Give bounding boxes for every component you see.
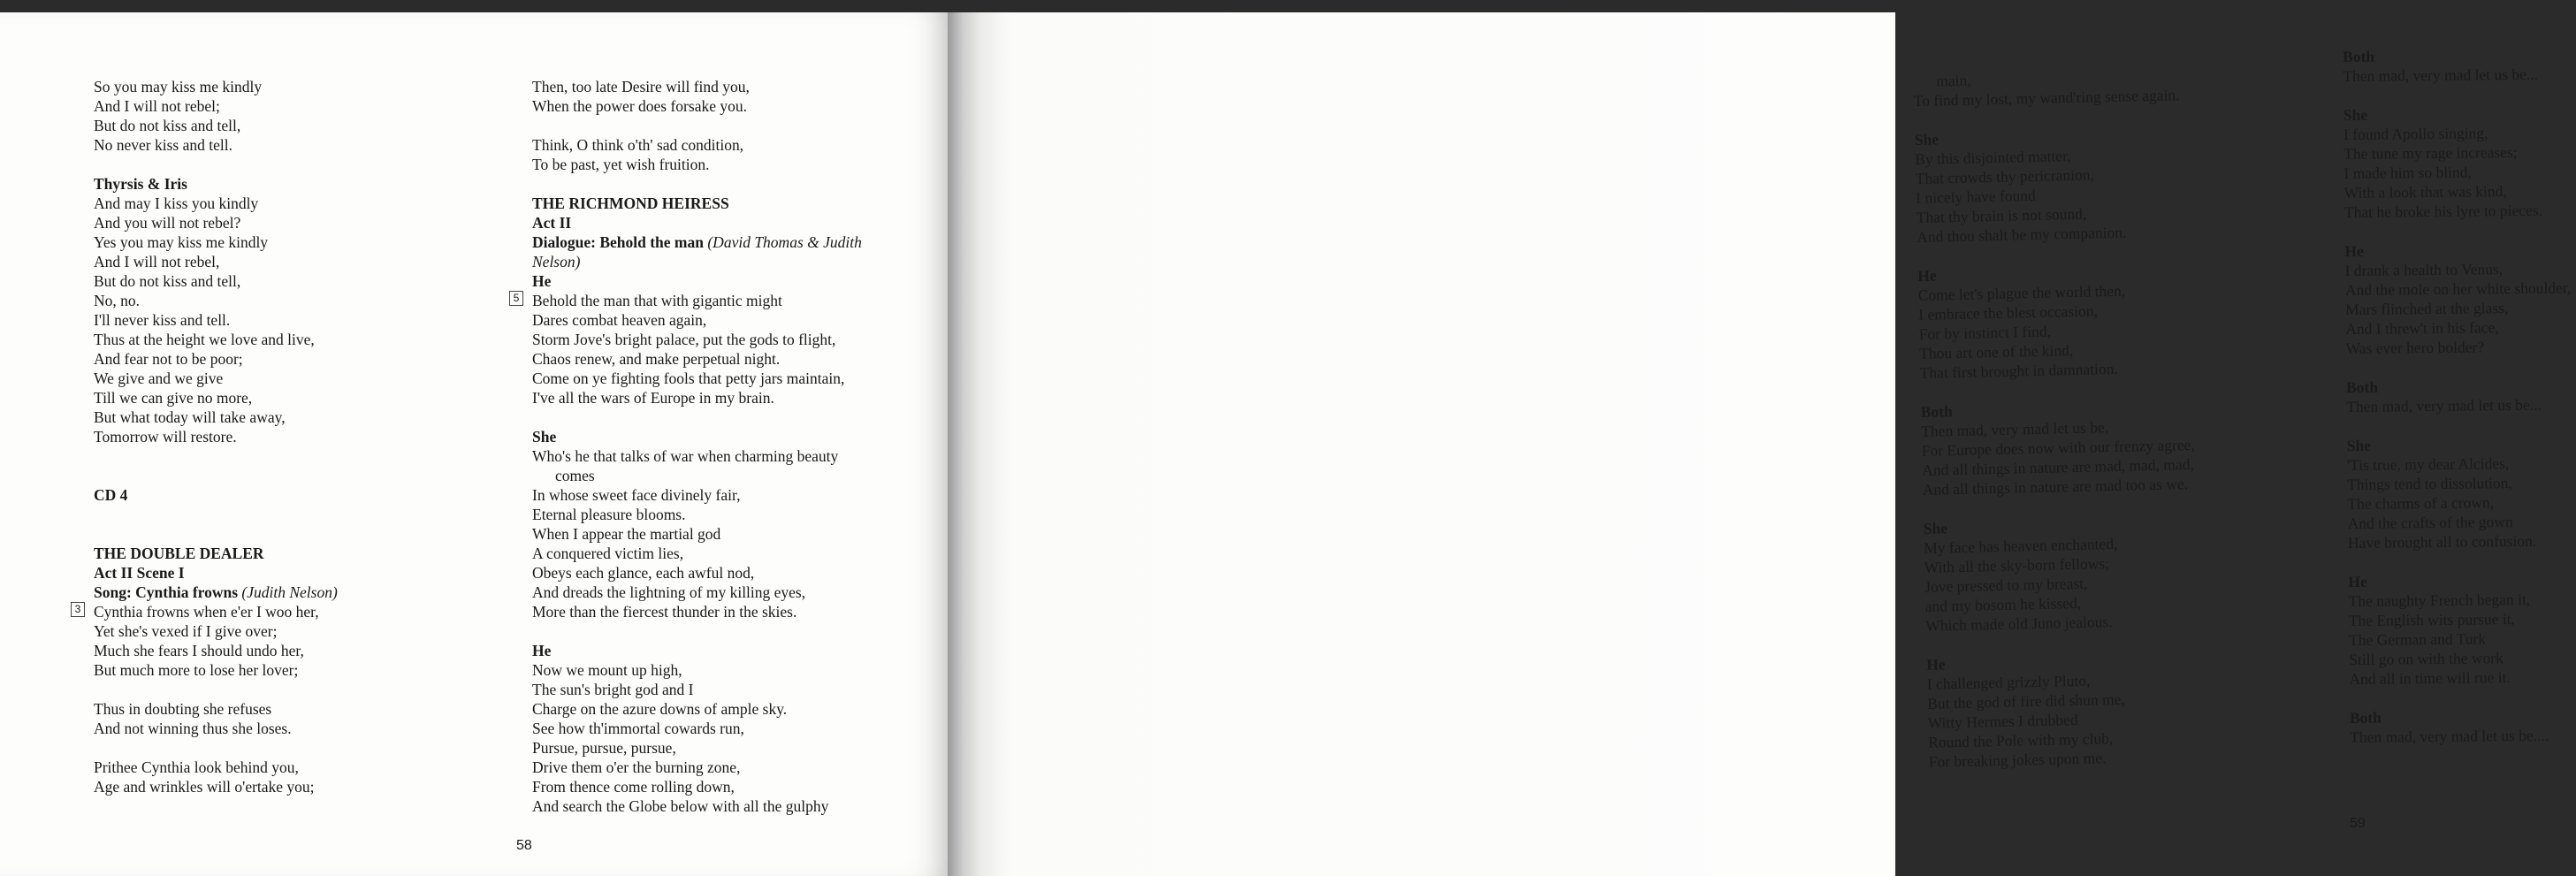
verse-line bbox=[532, 485, 862, 505]
verse-line bbox=[532, 505, 862, 524]
heading-line bbox=[94, 583, 338, 602]
verse-line bbox=[94, 699, 338, 719]
line-text: Was ever hero bolder? bbox=[2345, 338, 2485, 357]
verse-line bbox=[532, 699, 862, 719]
line-text: Then mad, very mad let us be... bbox=[2346, 395, 2542, 415]
line-text: Then, too late Desire will find you, bbox=[532, 78, 750, 95]
verse-line bbox=[94, 232, 338, 252]
line-text: She bbox=[2346, 436, 2372, 454]
blank-line bbox=[2346, 355, 2572, 377]
verse-line bbox=[513, 291, 862, 310]
verse-line bbox=[94, 349, 338, 369]
heading-line bbox=[2343, 44, 2569, 66]
verse-line bbox=[532, 544, 862, 563]
line-text: The tune my rage increases; bbox=[2344, 142, 2518, 163]
line-text: Obeys each glance, each awful nod, bbox=[532, 564, 755, 582]
heading-line bbox=[532, 232, 862, 252]
line-text: For Europe does now with our frenzy agree, bbox=[1921, 435, 2195, 460]
line-text: Yes you may kiss me kindly bbox=[94, 233, 269, 251]
verse-line bbox=[94, 310, 338, 330]
line-text: I'll never kiss and tell. bbox=[94, 311, 231, 329]
line-text: Thus in doubting she refuses bbox=[94, 700, 272, 718]
line-text: Have brought all to confusion. bbox=[2347, 531, 2537, 552]
blank-line bbox=[2343, 83, 2569, 105]
line-text: And may I kiss you kindly bbox=[94, 194, 259, 212]
line-text: And not winning thus she loses. bbox=[94, 720, 292, 737]
line-text: To be past, yet wish fruition. bbox=[532, 156, 710, 173]
line-text: By this disjointed matter, bbox=[1915, 146, 2071, 168]
verse-line bbox=[532, 680, 862, 699]
verse-line bbox=[2349, 667, 2575, 689]
line-text: Dares combat heaven again, bbox=[532, 311, 707, 329]
line-text: THE RICHMOND HEIRESS bbox=[532, 194, 729, 212]
verse-line bbox=[2348, 511, 2574, 533]
line-text: Things tend to dissolution, bbox=[2347, 474, 2512, 493]
line-text: For by instinct I find, bbox=[1918, 322, 2052, 343]
verse-line bbox=[94, 641, 338, 660]
line-text: She bbox=[2343, 105, 2368, 124]
line-text: With all the sky-born fellows; bbox=[1924, 554, 2110, 576]
line-text: Both bbox=[2349, 708, 2382, 727]
verse-line bbox=[2350, 725, 2576, 747]
verse-line bbox=[94, 408, 338, 427]
line-text: Which made old Juno jealous. bbox=[1924, 613, 2113, 635]
verse-line bbox=[94, 388, 338, 408]
verse-line bbox=[94, 96, 338, 116]
line-text: Jove pressed to my breast, bbox=[1924, 574, 2088, 596]
line-text: comes bbox=[555, 467, 595, 484]
verse-line bbox=[532, 310, 862, 330]
verse-line bbox=[94, 271, 338, 291]
line-text: Both bbox=[1920, 402, 1953, 421]
performer-credit: (Judith Nelson) bbox=[238, 583, 338, 601]
blank-line bbox=[94, 680, 338, 699]
blank-line bbox=[2344, 219, 2571, 241]
verse-line bbox=[94, 621, 338, 641]
line-text: But do not kiss and tell, bbox=[94, 117, 241, 134]
line-text: When I appear the martial god bbox=[532, 525, 721, 543]
heading-line bbox=[2347, 433, 2573, 455]
verse-line bbox=[532, 719, 862, 738]
verse-line bbox=[94, 135, 338, 155]
verse-line bbox=[532, 155, 862, 174]
track-number-box: 5 bbox=[509, 291, 523, 306]
line-text: Thou art one of the kind, bbox=[1919, 340, 2074, 362]
line-text: And dreads the lightning of my killing eyes, bbox=[532, 583, 806, 601]
heading-line bbox=[532, 194, 862, 213]
verse-line bbox=[2345, 336, 2572, 358]
line-text: He bbox=[2348, 572, 2367, 590]
line-text: I embrace the blest occasion, bbox=[1918, 301, 2099, 324]
line-text: More than the fiercest thunder in the skies. bbox=[532, 603, 797, 621]
heading-line bbox=[2348, 569, 2574, 591]
line-text: In whose sweet face divinely fair, bbox=[532, 486, 741, 504]
line-text: So you may kiss me kindly bbox=[94, 78, 263, 95]
performer-credit: (David Thomas & Judith bbox=[703, 233, 862, 251]
heading-line bbox=[532, 427, 862, 446]
verse-line bbox=[2348, 589, 2574, 611]
line-text: He bbox=[532, 642, 552, 659]
verse-line bbox=[94, 369, 338, 388]
line-text: Both bbox=[2345, 377, 2379, 396]
verse-line bbox=[532, 583, 862, 602]
line-text: That first brought in damnation. bbox=[1919, 359, 2118, 382]
line-text: But do not kiss and tell, bbox=[94, 272, 241, 290]
verse-line bbox=[532, 330, 862, 349]
verse-line bbox=[2345, 258, 2572, 280]
verse-line bbox=[2344, 141, 2570, 164]
line-text: I made him so blind, bbox=[2344, 163, 2472, 182]
line-text: The charms of a crown, bbox=[2347, 493, 2495, 513]
line-text: He bbox=[1917, 266, 1937, 285]
blank-line bbox=[94, 446, 338, 485]
line-text: That crowds thy pericranion, bbox=[1915, 165, 2095, 187]
blank-line bbox=[2350, 686, 2576, 708]
line-text: But what today will take away, bbox=[94, 408, 286, 426]
verse-line bbox=[94, 777, 338, 796]
line-text: And I will not rebel; bbox=[94, 97, 220, 115]
line-text: Come on ye fighting fools that petty jars maintain, bbox=[532, 369, 845, 387]
verse-line bbox=[532, 388, 862, 408]
line-text: Behold the man that with gigantic might bbox=[532, 292, 782, 309]
verse-line bbox=[532, 758, 862, 777]
verse-line bbox=[2345, 297, 2572, 319]
line-text: Act II Scene I bbox=[94, 564, 185, 582]
line-text: And all things in nature are mad, mad, mad, bbox=[1922, 454, 2195, 479]
line-text: With a look that was kind, bbox=[2344, 182, 2507, 202]
verse-line bbox=[94, 77, 338, 96]
line-text: Who's he that talks of war when charming beauty bbox=[532, 447, 839, 465]
line-text: That he broke his lyre to pieces. bbox=[2344, 201, 2543, 221]
verse-line bbox=[532, 602, 862, 621]
line-text: And thou shalt be my companion. bbox=[1917, 223, 2127, 246]
line-text: I nicely have found bbox=[1916, 186, 2037, 207]
line-text: Drive them o'er the burning zone, bbox=[532, 758, 741, 776]
line-text: And the crafts of the gown bbox=[2347, 513, 2513, 532]
line-text: Yet she's vexed if I give over; bbox=[94, 622, 278, 640]
verse-line bbox=[94, 427, 338, 446]
blank-line bbox=[532, 408, 862, 427]
verse-line bbox=[532, 524, 862, 544]
verse-line bbox=[532, 777, 862, 796]
heading-line bbox=[94, 544, 338, 563]
verse-line bbox=[532, 660, 862, 680]
verse-line bbox=[94, 660, 338, 680]
verse-line bbox=[2344, 180, 2571, 202]
line-text: A conquered victim lies, bbox=[532, 545, 684, 562]
heading-line bbox=[2346, 375, 2572, 397]
line-text: Round the Pole with my club, bbox=[1927, 729, 2114, 751]
line-text: He bbox=[532, 272, 552, 290]
heading-line bbox=[532, 213, 862, 232]
verse-line bbox=[94, 758, 338, 777]
verse-line bbox=[2347, 453, 2573, 475]
blank-line bbox=[2346, 414, 2572, 436]
heading-line bbox=[532, 641, 862, 660]
track-number-box: 3 bbox=[71, 602, 85, 617]
line-text: To find my lost, my wand'ring sense again. bbox=[1913, 86, 2180, 110]
right-page bbox=[948, 12, 2572, 876]
line-text: Then mad, very mad let us be... bbox=[2343, 65, 2539, 85]
verse-line bbox=[532, 369, 862, 388]
line-text: Storm Jove's bright palace, put the gods to flight, bbox=[532, 331, 836, 348]
left-page-column-1 bbox=[74, 77, 338, 796]
right-page-column-2 bbox=[2343, 44, 2576, 747]
line-text: Act II bbox=[532, 214, 572, 232]
verse-line bbox=[94, 194, 338, 213]
line-text: But much more to lose her lover; bbox=[94, 661, 299, 679]
line-text: And I threw't in his face, bbox=[2345, 318, 2499, 338]
line-text: Then mad, very mad let us be.... bbox=[2350, 726, 2549, 746]
verse-line bbox=[2345, 316, 2572, 339]
line-text: Age and wrinkles will o'ertake you; bbox=[94, 778, 315, 796]
line-text: THE DOUBLE DEALER bbox=[94, 545, 264, 562]
blank-line bbox=[94, 155, 338, 174]
line-text: Thus at the height we love and live, bbox=[94, 331, 315, 348]
line-text: Tomorrow will restore. bbox=[94, 428, 237, 446]
line-text: Chaos renew, and make perpetual night. bbox=[532, 350, 781, 368]
verse-line bbox=[2347, 472, 2573, 494]
line-text: From thence come rolling down, bbox=[532, 778, 735, 796]
heading-line bbox=[94, 563, 338, 583]
left-page bbox=[0, 12, 948, 876]
line-text: No, no. bbox=[94, 292, 141, 309]
line-text: CD 4 bbox=[94, 486, 128, 504]
verse-line bbox=[532, 738, 862, 758]
verse-line bbox=[94, 719, 338, 738]
page-number-right: 59 bbox=[2350, 816, 2366, 831]
line-text: Cynthia frowns when e'er I woo her, bbox=[94, 603, 319, 621]
verse-line bbox=[532, 77, 862, 96]
verse-line bbox=[2349, 647, 2575, 669]
line-text: See how th'immortal cowards run, bbox=[532, 720, 744, 737]
verse-line bbox=[2343, 64, 2569, 86]
line-text: Nelson) bbox=[532, 253, 581, 270]
line-text: I've all the wars of Europe in my brain. bbox=[532, 389, 774, 407]
line-text: And all in time will rue it. bbox=[2349, 668, 2511, 688]
heading-line bbox=[2350, 705, 2576, 727]
verse-line bbox=[532, 135, 862, 155]
line-text: No never kiss and tell. bbox=[94, 136, 232, 154]
line-text: Much she fears I should undo her, bbox=[94, 642, 304, 659]
verse-line bbox=[2344, 122, 2570, 144]
heading-line bbox=[2344, 103, 2570, 125]
heading-line bbox=[2344, 239, 2571, 261]
line-text: I drank a health to Venus, bbox=[2344, 260, 2504, 279]
blank-line bbox=[94, 738, 338, 758]
line-text: That thy brain is not sound, bbox=[1916, 204, 2087, 226]
line-text: Mars flinched at the glass, bbox=[2345, 299, 2509, 318]
verse-line bbox=[532, 96, 862, 116]
verse-line bbox=[94, 252, 338, 271]
line-text: main, bbox=[1936, 71, 1971, 90]
line-text: When the power does forsake you. bbox=[532, 97, 747, 115]
blank-line bbox=[532, 174, 862, 194]
line-text: I challenged grizzly Pluto, bbox=[1926, 671, 2091, 693]
right-page-column-1 bbox=[1913, 65, 2202, 772]
line-text: But the god of fire did shun me, bbox=[1926, 689, 2125, 712]
heading-line bbox=[94, 485, 338, 505]
verse-line bbox=[2349, 628, 2575, 650]
line-text: And you will not rebel? bbox=[94, 214, 241, 232]
line-text: And fear not to be poor; bbox=[94, 350, 243, 368]
verse-line bbox=[532, 446, 862, 466]
line-text: The German and Turk bbox=[2348, 629, 2487, 649]
left-page-column-2 bbox=[513, 77, 862, 816]
verse-line bbox=[2347, 491, 2573, 514]
verse-line bbox=[2344, 200, 2571, 222]
verse-line bbox=[532, 796, 862, 816]
line-text: Then mad, very mad let us be, bbox=[1921, 418, 2109, 440]
line-text: Think, O think o'th' sad condition, bbox=[532, 136, 744, 154]
line-text: We give and we give bbox=[94, 369, 224, 387]
verse-line bbox=[2345, 278, 2572, 300]
blank-line bbox=[2348, 550, 2574, 572]
line-text: He bbox=[2344, 241, 2364, 260]
line-text: She bbox=[532, 428, 557, 446]
line-text: He bbox=[1925, 655, 1946, 674]
heading-line bbox=[94, 174, 338, 194]
line-text: Song: Cynthia frowns bbox=[94, 583, 239, 601]
verse-line bbox=[2349, 608, 2575, 630]
verse-line bbox=[532, 466, 862, 485]
line-text: For breaking jokes upon me. bbox=[1928, 749, 2107, 771]
blank-line bbox=[94, 505, 338, 544]
line-text: She bbox=[1923, 519, 1948, 537]
line-text: Come let's plague the world then, bbox=[1917, 281, 2126, 304]
line-text: The English wits pursue it, bbox=[2348, 609, 2515, 629]
line-text: Thyrsis & Iris bbox=[94, 175, 187, 193]
line-text: The naughty French began it, bbox=[2348, 590, 2531, 610]
line-text: And I will not rebel, bbox=[94, 253, 220, 270]
verse-line bbox=[2346, 394, 2572, 416]
verse-line bbox=[94, 291, 338, 310]
line-text: Eternal pleasure blooms. bbox=[532, 506, 686, 523]
line-text: And the mole on her white shoulder, bbox=[2344, 278, 2572, 299]
line-text: Dialogue: Behold the man bbox=[532, 233, 704, 251]
line-text: My face has heaven enchanted, bbox=[1924, 534, 2118, 557]
verse-line bbox=[2344, 161, 2570, 183]
line-text: 'Tis true, my dear Alcides, bbox=[2346, 454, 2510, 474]
line-text: And search the Globe below with all the gulphy bbox=[532, 797, 829, 815]
line-text: She bbox=[1914, 130, 1940, 149]
line-text: Both bbox=[2343, 47, 2375, 65]
blank-line bbox=[532, 621, 862, 641]
heading-line bbox=[532, 271, 862, 291]
line-text: and my bosom he kissed, bbox=[1924, 593, 2082, 615]
line-text: Charge on the azure downs of ample sky. bbox=[532, 700, 788, 718]
page-number-left: 58 bbox=[516, 838, 532, 853]
line-text: Prithee Cynthia look behind you, bbox=[94, 758, 299, 776]
line-text: Still go on with the work bbox=[2349, 649, 2504, 668]
verse-line bbox=[74, 602, 338, 621]
verse-line bbox=[532, 563, 862, 583]
verse-line bbox=[532, 252, 862, 271]
line-text: Witty Hermes I drubbed bbox=[1927, 710, 2078, 732]
line-text: And all things in nature are mad too as we. bbox=[1922, 475, 2189, 499]
verse-line bbox=[94, 213, 338, 232]
line-text: The sun's bright god and I bbox=[532, 681, 694, 698]
line-text: Now we mount up high, bbox=[532, 661, 682, 679]
verse-line bbox=[94, 116, 338, 135]
line-text: Till we can give no more, bbox=[94, 389, 253, 407]
line-text: Pursue, pursue, pursue, bbox=[532, 739, 676, 757]
verse-line bbox=[532, 349, 862, 369]
verse-line bbox=[2348, 530, 2574, 552]
line-text: I found Apollo singing, bbox=[2343, 124, 2488, 143]
blank-line bbox=[532, 116, 862, 135]
verse-line bbox=[94, 330, 338, 349]
